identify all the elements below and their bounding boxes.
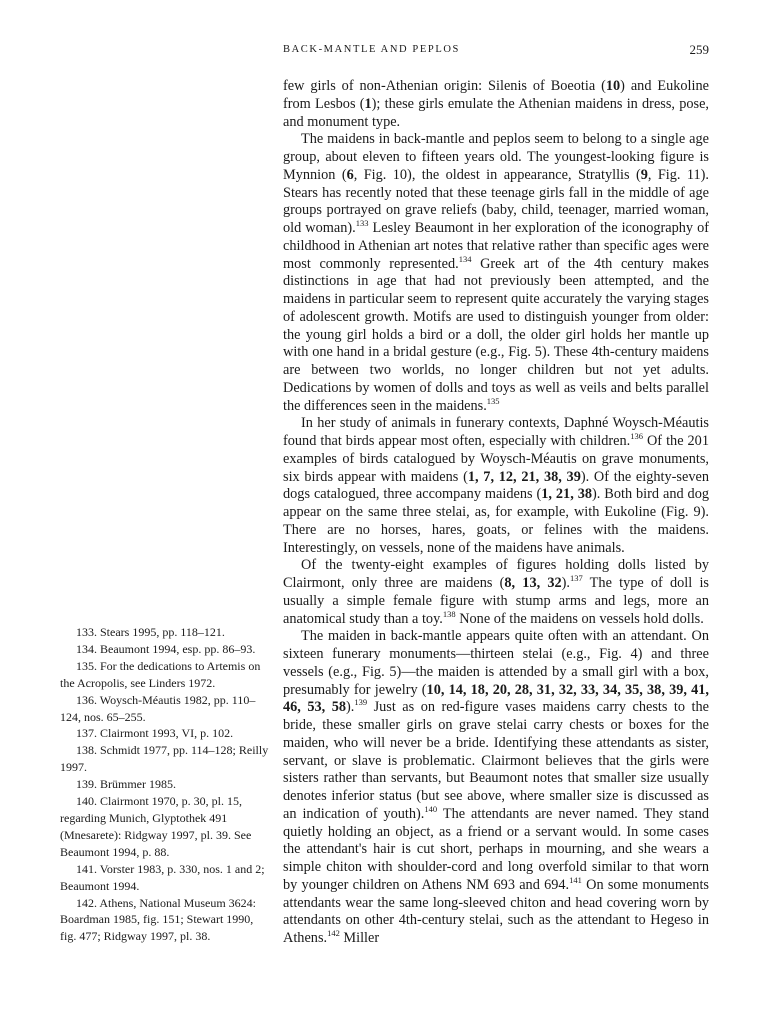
catalogue-ref: 8, 13, 32 [504, 575, 562, 591]
footnote: 139. Brümmer 1985. [76, 777, 176, 792]
paragraph-2: The maidens in back-mantle and peplos seem to belong to a single age group, about eleven to fifteen years old. The youngest-looking figure is Mynnion (6, Fig. 10), the oldest in appearance, Stratyllis (9, Fig. 11). Stears has recently noted that these teenage girls fall in the middle of age groups portrayed on grave reliefs (baby, child, teenager, married woman, old woman).$^{133}$ Lesley Beaumont in her exploration of the iconography of childhood in Athenian art notes that relative rather than specific ages were most commonly represented.$^{134}$ Greek art of the 4th century makes distinctions in age that had not previously been attempted, and the maidens in particular seem to represent quite accurately the varying stages of adolescent growth. Motifs are used to distinguish younger from older: the young girl holds a bird or a doll, the older girl holds her mantle up with one hand in a bridal gesture (e.g., Fig. 5). These 4th-century maidens are between two worlds, no longer children but not yet adults. Dedications by women of dolls and toys as well as veils and belts parallel the differences seen in the maidens.$^{135}$ [283, 131, 709, 414]
footnote-marker[interactable]: 137 [570, 573, 583, 584]
footnote-marker[interactable]: 139 [354, 697, 368, 708]
paragraph-4: Of the twenty-eight examples of figures holding dolls listed by Clairmont, only three are maidens (8, 13, 32).$^{137}$ The type of doll is usually a simple female figure with stump arms and legs, more an anatomical study than a toy.$^{138}$ None of the maidens on vessels hold dolls. [283, 557, 709, 627]
footnote-marker[interactable]: 134 [458, 253, 472, 264]
footnote: 140. Clairmont 1970, p. 30, pl. 15, regarding Munich, Glyptothek 491 (Mnesarete): Ridgway 1997, pl. 39. See Beaumont 1994, p. 88. [60, 794, 252, 859]
footnote-marker[interactable]: 138 [442, 608, 456, 619]
footnote-marker[interactable]: 136 [630, 431, 643, 442]
footnotes-column [60, 624, 272, 945]
catalogue-ref: 1 [364, 95, 372, 112]
footnote: 133. Stears 1995, pp. 118–121. [76, 625, 225, 639]
footnote: 138. Schmidt 1977, pp. 114–128; Reilly 1997. [60, 743, 269, 775]
footnote: 134. Beaumont 1994, esp. pp. 86–93. [76, 641, 256, 656]
running-head: BACK-MANTLE AND PEPLOS [283, 44, 460, 55]
footnote: 135. For the dedications to Artemis on the Acropolis, see Linders 1972. [60, 658, 261, 690]
footnote-marker[interactable]: 141 [569, 874, 582, 885]
footnote-marker[interactable]: 133 [355, 218, 369, 229]
footnote: 137. Clairmont 1993, VI, p. 102. [76, 726, 234, 741]
catalogue-ref: 10, 14, 18, 20, 28, 31, 32, 33, 34, 35, 38, 39, 41, 46, 53, 58 [283, 681, 709, 716]
catalogue-ref: 10 [605, 78, 621, 94]
footnote-marker[interactable]: 142 [327, 928, 340, 939]
catalogue-ref: 9 [640, 166, 648, 183]
footnote: 141. Vorster 1983, p. 330, nos. 1 and 2; Beaumont 1994. [60, 861, 265, 893]
footnote: 142. Athens, National Museum 3624: Boardman 1985, fig. 151; Stewart 1990, fig. 477; Ridgway 1997, pl. 38. [60, 895, 256, 944]
catalogue-ref: 6 [346, 166, 354, 183]
catalogue-ref: 1, 21, 38 [541, 486, 593, 503]
paragraph-3: In her study of animals in funerary contexts, Daphné Woysch-Méautis found that birds appear most often, especially with children.$^{136}$ Of the 201 examples of birds catalogued by Woysch-Méautis on grave monuments, six birds appear with maidens (1, 7, 12, 21, 38, 39). Of the eighty-seven dogs catalogued, three accompany maidens (1, 21, 38). Both bird and dog appear on the same three stelai, as, for example, with Eukoline (Fig. 9). There are no horses, hares, goats, or felines with the maidens. Interestingly, on vessels, none of the maidens have animals. [283, 415, 710, 556]
paragraph-5: The maiden in back-mantle appears quite often with an attendant. On sixteen funerary monuments—thirteen stelai (e.g., Fig. 4) and three vessels (e.g., Fig. 5)—the maiden is attended by a small girl with a box, presumably for jewelry (10, 14, 18, 20, 28, 31, 32, 33, 34, 35, 38, 39, 41, 46, 53, 58).$^{139}$ Just as on red-figure vases maidens carry chests to the bride, these smaller girls on grave stelai carry chests or boxes for the maiden, who will never be a bride. Identifying these attendants as sister, servant, or slave is problematic. Clairmont believes that the girls were sisters rather than servants, but Beaumont notes that smaller size usually denotes inferior status (but see above, where smaller size is discussed as an indication of youth).$^{140}$ The attendants are never named. They stand quietly holding an object, as a friend or a servant would. In some cases the attendant's hair is cut short, perhaps in mourning, and she wears a simple chiton with shoulder-cord and long overfold similar to that worn by younger children on Athens NM 693 and 694.$^{141}$ On some monuments attendants wear the same long-sleeved chiton and head covering worn by attendants on other 4th-century stelai, such as the attendant to Hegeso in Athens.$^{142}$ Miller [283, 628, 709, 946]
page-number: 259 [689, 42, 709, 57]
catalogue-ref: 1, 7, 12, 21, 38, 39 [467, 468, 581, 485]
main-text-column [283, 78, 709, 948]
footnote-marker[interactable]: 140 [424, 803, 438, 814]
footnote: 136. Woysch-Méautis 1982, pp. 110–124, nos. 65–255. [60, 692, 256, 724]
footnote-marker[interactable]: 135 [486, 395, 500, 406]
paragraph-1: few girls of non-Athenian origin: Silenis of Boeotia (10) and Eukoline from Lesbos (1); these girls emulate the Athenian maidens in dress, pose, and monument type. [283, 78, 709, 130]
page-header [283, 44, 709, 64]
